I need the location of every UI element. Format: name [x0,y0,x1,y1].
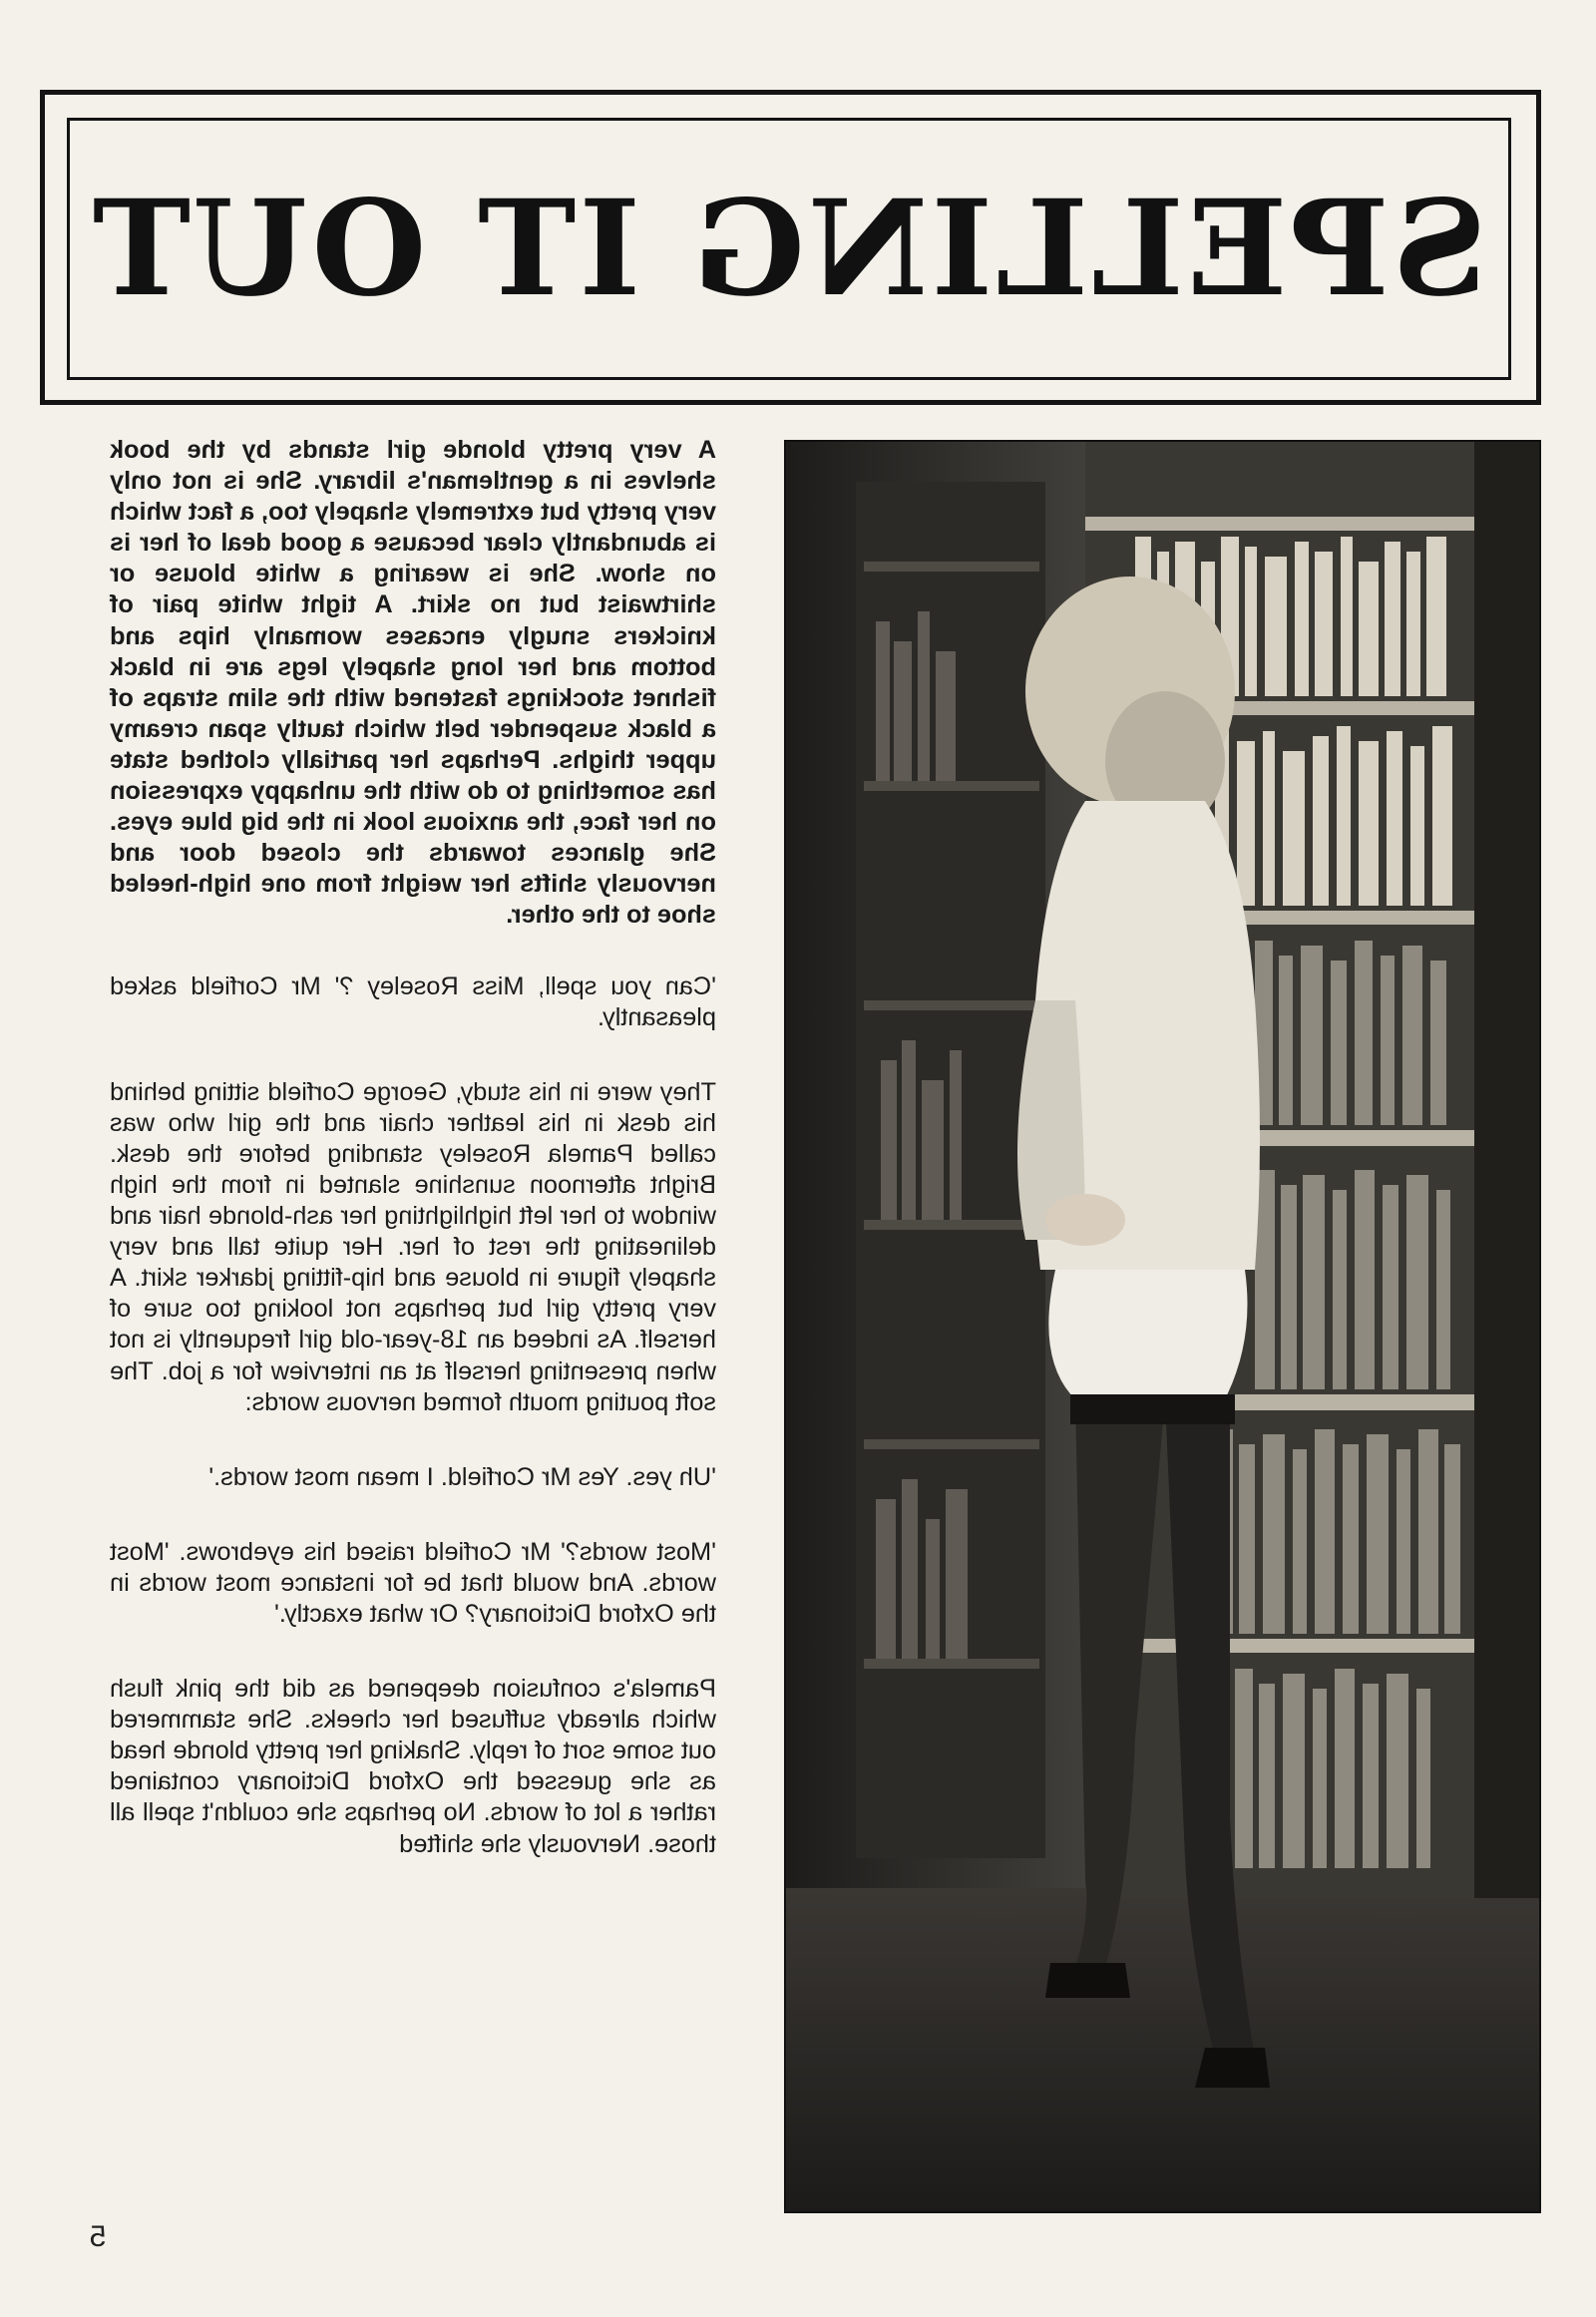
body-paragraph: 'Can you spell, Miss Roseley ?' Mr Corfield asked pleasantly. [110,971,716,1031]
library-photo [784,440,1541,2213]
lead-paragraph: A very pretty blonde girl stands by the book shelves in a gentleman's library. She is not only very pretty but extremely shapely too, a fact which is abundantly clear because a good deal of her is on show. She is wearing a white blouse or shirtwaist but no skirt. A tight white pair of knickers snugly encases womanly hips and bottom and her long shapely legs are in black fishnet stockings fastened with the slim straps of a black suspender belt which tautly span creamy upper thighs. Perhaps her partially clothed state has something to do with the unhappy expression on her face, the anxious look in the big blue eyes. She glances towards the closed door and nervously shifts her weight from one high-heeled shoe to the other. [110,436,716,930]
title-inner-frame [67,118,1511,380]
page-number: 5 [89,2220,107,2253]
body-paragraph: Pamela's confusion deepened as did the pink flush which already suffused her cheeks. She stammered out some sort of reply. Shaking her pretty blonde head as she guessed the Oxford Dictionary contained rather a lot of words. No perhaps she couldn't spell all those. Nervously she shifted [110,1675,716,1858]
photo-illustration [786,442,1539,2211]
body-paragraph: 'Uh yes. Yes Mr Corfield. I mean most words.' [208,1462,716,1491]
body-paragraph: 'Most words?' Mr Corfield raised his eyebrows. 'Most words. And would that be for instance most words in the Oxford Dictionary? Or what exactly.' [110,1537,716,1628]
body-paragraph: They were in his study, George Corfield sitting behind his desk in his leather chair and the girl who was called Pamela Roseley standing before the desk. Bright afternoon sunshine slanted in from the high window to her left highlighting her ash-blonde hair and delineating the rest of her. Her quite tall and very shapely figure in blouse and hip-fitting jdarker skirt. A very pretty girl but perhaps not looking too sure of herself. As indeed an 18-year-old girl frequently is not when presenting herself at an interview for a job. The soft pouting mouth formed nervous words: [110,1077,716,1416]
article-text-column [110,435,716,1904]
article-title: SPELLING IT OUT [90,172,1488,326]
